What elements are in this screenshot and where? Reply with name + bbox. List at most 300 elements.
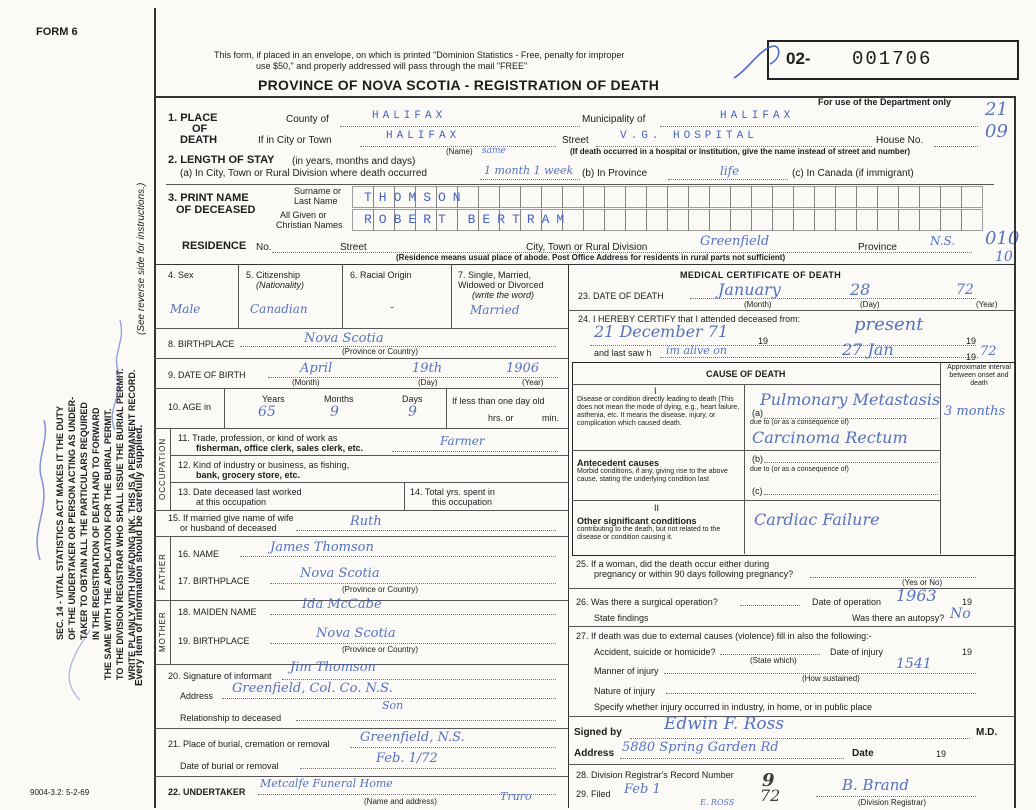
other-conditions-label: Other significant conditions: [577, 516, 697, 526]
row-rule: [154, 428, 568, 429]
surgery-label: 26. Was there a surgical operation?: [576, 597, 718, 607]
grid-top-rule: [154, 264, 1014, 265]
registrar-signature[interactable]: B. Brand: [842, 776, 909, 794]
father-birthplace-label: 17. BIRTHPLACE: [178, 576, 250, 586]
row-rule: [568, 588, 1014, 589]
municipality-line: [660, 126, 978, 127]
informant-sig-line: [282, 679, 556, 680]
age-years-value[interactable]: 65: [258, 404, 276, 420]
dod-line: [690, 298, 976, 299]
injury-date-label: Date of injury: [830, 647, 884, 657]
row-rule: [154, 536, 568, 537]
sidebar-line: THE SAME WITH THE APPLICATION FOR THE BURIAL PERMIT.: [103, 408, 113, 680]
spouse-label-2: or husband of deceased: [180, 523, 277, 533]
stay-province-line: [668, 179, 788, 180]
row-rule: [154, 510, 568, 511]
residence-street-label: Street: [340, 242, 367, 253]
letter-box: [941, 187, 962, 208]
racial-origin-label: 6. Racial Origin: [350, 270, 412, 280]
state-which-label: (State which): [750, 656, 797, 665]
letter-box: [668, 187, 689, 208]
father-birthplace-sub: (Province or Country): [342, 585, 419, 594]
col-divider: [451, 264, 452, 328]
given-label: All Given or: [280, 210, 327, 220]
sidebar-line: TO THE DIVISION REGISTRAR WHO SHALL ISSUE THE BURIAL PERMIT.: [115, 368, 125, 680]
last-saw-handwriting: im alive on: [666, 344, 727, 357]
father-side-label: FATHER: [158, 553, 167, 590]
registration-prefix: 02-: [786, 49, 811, 68]
burial-date-line: [300, 768, 556, 769]
county-line: [340, 126, 580, 127]
manner-code[interactable]: 1541: [896, 656, 932, 672]
occupation-side-divider: [170, 428, 171, 510]
house-number-line: [934, 146, 978, 147]
sidebar-line: IN THE REGISTRATION OF DEATH AND TO FORWARD: [91, 407, 101, 640]
letter-box: [962, 187, 983, 208]
stay-city-value[interactable]: 1 month 1 week: [484, 164, 574, 177]
letter-box: [773, 187, 794, 208]
letter-box: [521, 187, 542, 208]
dept-code-4: 10: [995, 249, 1013, 265]
undertaker-value[interactable]: Metcalfe Funeral Home: [260, 777, 393, 790]
burial-date-label: Date of burial or removal: [180, 761, 279, 771]
surname-label-2: Last Name: [294, 196, 338, 206]
informant-address[interactable]: Greenfield, Col. Co. N.S.: [232, 681, 393, 696]
residence-province-value[interactable]: N.S.: [930, 234, 956, 248]
dept-code-1: 21: [985, 99, 1008, 120]
registration-number: 001706: [852, 48, 933, 70]
attended-from[interactable]: 21 December 71: [594, 322, 729, 341]
mother-birthplace-label: 19. BIRTHPLACE: [178, 636, 250, 646]
registrar-line: [816, 796, 976, 797]
letter-box: [710, 187, 731, 208]
letter-box: [731, 210, 752, 231]
informant-signature[interactable]: Jim Thomson: [290, 660, 376, 675]
row-rule: [568, 626, 1014, 627]
letter-box: [689, 187, 710, 208]
letter-box: [647, 187, 668, 208]
burial-place-label: 21. Place of burial, cremation or removal: [168, 739, 330, 749]
informant-relationship[interactable]: Son: [382, 699, 404, 712]
cause-b-line: [764, 462, 938, 463]
occupation-side-label: OCCUPATION: [158, 437, 167, 500]
cause-c-line: [764, 494, 938, 495]
accident-line: [720, 654, 820, 655]
father-name-value[interactable]: James Thomson: [270, 540, 374, 555]
sidebar-line: SEC. 14 - VITAL STATISTICS ACT MAKES IT THE DUTY: [55, 405, 65, 640]
last-worked-label-1: 13. Date deceased last worked: [178, 487, 302, 497]
operation-date-value[interactable]: 1963: [896, 586, 937, 605]
letter-box: [941, 210, 962, 231]
age-label: 10. AGE in: [168, 402, 212, 412]
letter-box: [689, 210, 710, 231]
signed-line: [630, 738, 970, 739]
cause-heading-rule: [572, 384, 940, 385]
external-causes-label: 27. If death was due to external causes (violence) fill in also the following:-: [576, 631, 872, 641]
cause-a-label: (a): [752, 408, 763, 418]
mother-side-divider: [170, 600, 171, 664]
stay-city-label: (a) In City, Town or Rural Division where death occurred: [180, 168, 427, 179]
spouse-label-1: 15. If married give name of wife: [168, 513, 294, 523]
letter-box: [962, 210, 983, 231]
last-saw-year[interactable]: 72: [980, 344, 997, 359]
total-years-label-1: 14. Total yrs. spent in: [410, 487, 495, 497]
min-label: min.: [542, 413, 560, 423]
cause-a-interval[interactable]: 3 months: [944, 404, 1006, 419]
letter-box: [710, 210, 731, 231]
letter-box: [731, 187, 752, 208]
letter-box: [584, 187, 605, 208]
length-of-stay-units: (in years, months and days): [292, 156, 416, 167]
informant-address-label: Address: [180, 691, 214, 701]
sidebar-line: OF THE UNDERTAKER OR PERSON ACTING AS UNDER-: [67, 396, 77, 640]
last-saw-date[interactable]: 27 Jan: [842, 340, 894, 359]
form-number: FORM 6: [36, 26, 78, 38]
marital-label-2: Widowed or Divorced: [458, 280, 544, 290]
form-title: PROVINCE OF NOVA SCOTIA - REGISTRATION OF DEATH: [258, 77, 660, 93]
sidebar-line: WRITE PLAINLY WITH UNFADING INK. THIS IS A PERMANENT RECORD.: [127, 369, 137, 680]
citizenship-value[interactable]: Canadian: [250, 302, 308, 316]
marital-label-3: (write the word): [472, 290, 535, 300]
age-months-value[interactable]: 9: [330, 404, 339, 420]
burial-date-value[interactable]: Feb. 1/72: [376, 751, 438, 766]
last-saw-line: [660, 357, 978, 358]
autopsy-label: Was there an autopsy?: [852, 613, 945, 623]
birthplace-label: 8. BIRTHPLACE: [168, 339, 235, 349]
stay-canada-label: (c) In Canada (if immigrant): [792, 168, 914, 179]
sidebar-reverse-note: (See reverse side for instructions.): [136, 182, 147, 335]
dod-year-label: (Year): [976, 300, 998, 309]
direct-cause-label: Disease or condition directly leading to death (This does not mean the mode of dying, e.g., heart failure, asthenia, etc. It means the disease, injury, or complication which caused death.: [577, 396, 740, 427]
undertaker-line: [258, 794, 556, 795]
col-divider: [238, 264, 239, 328]
letter-box: [626, 187, 647, 208]
dept-code-3: 010: [985, 228, 1020, 249]
street-value[interactable]: V.G. HOSPITAL: [620, 130, 758, 142]
mother-birthplace-sub: (Province or Country): [342, 645, 419, 654]
county-label: County of: [286, 114, 329, 125]
burial-place-line: [350, 747, 556, 748]
other-conditions-value[interactable]: Cardiac Failure: [754, 510, 880, 529]
how-sustained-label: (How sustained): [802, 674, 860, 683]
mother-side-label: MOTHER: [158, 611, 167, 652]
due-to-b: due to (or as a consequence of): [750, 466, 849, 473]
signer-address[interactable]: 5880 Spring Garden Rd: [622, 740, 779, 755]
header-handwriting-mark: [730, 40, 790, 90]
citizenship-label: 5. Citizenship: [246, 270, 301, 280]
letter-box: [752, 210, 773, 231]
row-rule: [154, 358, 568, 359]
to-nineteen: 19: [966, 336, 977, 346]
father-birthplace-value[interactable]: Nova Scotia: [300, 566, 380, 581]
name-top-rule: [166, 184, 994, 185]
filed-year[interactable]: 72: [760, 786, 781, 805]
mail-notice-line-2: use $50," and properly addressed will pass through the mail "FREE": [256, 61, 528, 71]
letter-box: [500, 187, 521, 208]
date-of-death-month[interactable]: January: [718, 280, 781, 299]
sidebar-line: TAKER TO OBTAIN ALL THE PARTICULARS REQUIRED: [79, 402, 89, 640]
surname-label: Surname or: [294, 186, 342, 196]
col-divider: [342, 264, 343, 328]
undertaker-city-handwriting: Truro: [500, 790, 532, 803]
signer-address-line: [620, 758, 844, 759]
father-name-label: 16. NAME: [178, 549, 220, 559]
date-of-death-label: 23. DATE OF DEATH: [578, 291, 664, 301]
dob-month-label: (Month): [292, 378, 320, 387]
mail-notice-line-1: This form, if placed in an envelope, on which is printed "Dominion Statistics - Free, penalty for improper: [214, 50, 625, 60]
autopsy-value[interactable]: No: [950, 606, 971, 622]
medical-heading: MEDICAL CERTIFICATE OF DEATH: [680, 270, 842, 280]
less-than-day-label: If less than one day old: [452, 396, 545, 406]
row-rule: [154, 728, 568, 729]
signer-date-nineteen: 19: [936, 749, 947, 759]
roman-two: II: [654, 503, 660, 513]
last-saw-label: and last saw h: [594, 348, 652, 358]
certify-label: 24. I HEREBY CERTIFY that I attended deceased from:: [578, 314, 801, 324]
city-line: [360, 146, 556, 147]
residence-province-label: Province: [858, 242, 897, 253]
nature-line: [666, 693, 976, 694]
middle-divider: [568, 264, 569, 808]
dob-day[interactable]: 19th: [412, 361, 443, 376]
letter-box: [899, 187, 920, 208]
dept-code-2: 09: [985, 121, 1008, 142]
given-names-value[interactable]: ROBERT BERTRAM: [364, 212, 572, 227]
undertaker-label: 22. UNDERTAKER: [168, 787, 246, 797]
racial-origin-value[interactable]: -: [390, 300, 395, 315]
birthplace-sub-label: (Province or Country): [342, 347, 419, 356]
industry-label-2: bank, grocery store, etc.: [196, 470, 301, 480]
letter-box: [563, 187, 584, 208]
surgery-line: [740, 605, 800, 606]
letter-box: [920, 187, 941, 208]
header-rule: [154, 96, 1016, 98]
signed-by-label: Signed by: [574, 727, 622, 738]
spouse-line: [296, 530, 556, 531]
left-margin-rule: [154, 8, 156, 808]
age-years-label: Years: [262, 394, 285, 404]
pregnancy-line: [810, 577, 976, 578]
city-label: If in City or Town: [258, 135, 332, 146]
letter-box: [479, 187, 500, 208]
sex-value[interactable]: Male: [170, 302, 201, 316]
city-name-label: (Name): [446, 147, 473, 156]
letter-box: [878, 187, 899, 208]
mother-birthplace-line: [270, 643, 556, 644]
residence-city-label: City, Town or Rural Division: [526, 242, 648, 253]
surname-value[interactable]: THOMSON: [364, 190, 468, 205]
trade-label-1: 11. Trade, profession, or kind of work as: [178, 433, 338, 443]
undertaker-sub-label: (Name and address): [364, 797, 437, 806]
operation-date-label: Date of operation: [812, 597, 882, 607]
dob-year[interactable]: 1906: [506, 361, 540, 376]
filed-stamp: E. ROSS: [700, 798, 735, 807]
row-rule: [170, 482, 568, 483]
cause-heading: CAUSE OF DEATH: [706, 369, 786, 379]
row-rule: [568, 310, 1014, 311]
city-value[interactable]: HALIFAX: [386, 130, 461, 142]
dod-month-label: (Month): [744, 300, 772, 309]
father-name-line: [240, 556, 556, 557]
mother-maiden-label: 18. MAIDEN NAME: [178, 607, 257, 617]
municipality-value[interactable]: HALIFAX: [720, 110, 795, 122]
letter-box: [668, 210, 689, 231]
trade-value[interactable]: Farmer: [440, 434, 485, 448]
letter-box: [899, 210, 920, 231]
attended-to[interactable]: present: [854, 314, 924, 335]
stay-province-value[interactable]: life: [720, 164, 740, 178]
place-label-death: DEATH: [180, 134, 218, 146]
letter-box: [836, 187, 857, 208]
stay-province-label: (b) In Province: [582, 168, 648, 179]
industry-label-1: 12. Kind of industry or business, as fishing,: [178, 460, 350, 470]
cause-row-rule: [572, 500, 940, 501]
accident-label: Accident, suicide or homicide?: [594, 647, 716, 657]
mother-maiden-line: [270, 614, 556, 615]
cause-b-label: (b): [752, 454, 763, 464]
row-rule: [568, 716, 1014, 717]
antecedent-label: Antecedent causes: [577, 458, 660, 468]
of-deceased-label: OF DECEASED: [176, 204, 256, 216]
letter-box: [920, 210, 941, 231]
injury-nineteen: 19: [962, 647, 973, 657]
letter-box: [584, 210, 605, 231]
other-conditions-desc: contributing to the death, but not related to the disease or condition causing it.: [577, 526, 721, 541]
residence-no-label: No.: [256, 242, 272, 253]
residence-city-value[interactable]: Greenfield: [700, 234, 770, 249]
cause-b-value[interactable]: Carcinoma Rectum: [752, 428, 908, 447]
dob-day-label: (Day): [418, 378, 438, 387]
letter-box: [836, 210, 857, 231]
marital-label-1: 7. Single, Married,: [458, 270, 532, 280]
signer-address-label: Address: [574, 748, 615, 759]
letter-box: [752, 187, 773, 208]
letter-box: [815, 187, 836, 208]
due-to-a: due to (or as a consequence of): [750, 419, 849, 426]
street-label: Street: [562, 135, 589, 146]
signer-date-label: Date: [852, 748, 874, 759]
pregnancy-label-2: pregnancy or within 90 days following pregnancy?: [594, 569, 794, 579]
pregnancy-label-1: 25. If a woman, did the death occur either during: [576, 559, 770, 569]
informant-relationship-label: Relationship to deceased: [180, 713, 282, 723]
interval-heading: Approximate interval between onset and death: [947, 364, 1011, 387]
letter-box: [794, 187, 815, 208]
row-rule: [568, 764, 1014, 765]
trade-label-2: fisherman, office clerk, sales clerk, etc.: [196, 443, 364, 453]
col-divider: [404, 482, 405, 510]
filed-value[interactable]: Feb 1: [624, 782, 661, 797]
burial-place-value[interactable]: Greenfield, N.S.: [360, 730, 465, 745]
sex-label: 4. Sex: [168, 270, 194, 280]
print-name-label: 3. PRINT NAME: [168, 192, 249, 204]
filed-label: 29. Filed: [576, 789, 611, 799]
cause-c-label: (c): [752, 486, 763, 496]
physician-signature[interactable]: Edwin F. Ross: [664, 714, 785, 734]
place-label: 1. PLACE: [168, 112, 218, 124]
citizenship-sub-label: (Nationality): [256, 280, 305, 290]
row-rule: [154, 388, 568, 389]
letter-box: [605, 210, 626, 231]
municipality-label: Municipality of: [582, 114, 646, 125]
date-of-death-day[interactable]: 28: [850, 280, 871, 299]
dod-day-label: (Day): [860, 300, 880, 309]
house-number-label: House No.: [876, 135, 924, 146]
informant-sig-label: 20. Signature of informant: [168, 671, 272, 681]
dob-label: 9. DATE OF BIRTH: [168, 370, 246, 380]
place-label-of: OF: [192, 123, 208, 135]
record-number-label: 28. Division Registrar's Record Number: [576, 770, 734, 780]
cause-label-divider: [744, 384, 745, 554]
county-value[interactable]: HALIFAX: [372, 110, 447, 122]
father-side-divider: [170, 536, 171, 600]
last-saw-nineteen: 19: [966, 352, 977, 362]
cause-a-value[interactable]: Pulmonary Metastasis: [760, 390, 941, 409]
total-years-label-2: this occupation: [432, 497, 493, 507]
age-divider: [224, 388, 225, 428]
mother-birthplace-value[interactable]: Nova Scotia: [316, 626, 396, 641]
father-birthplace-line: [270, 583, 556, 584]
sidebar-handwriting: [20, 300, 140, 720]
informant-relationship-line: [296, 720, 556, 721]
letter-box: [794, 210, 815, 231]
letter-box: [605, 187, 626, 208]
operation-nineteen: 19: [962, 597, 973, 607]
letter-box: [857, 210, 878, 231]
residence-note: (Residence means usual place of abode. Post Office Address for residents in rural parts not sufficient): [396, 253, 786, 262]
letter-box: [626, 210, 647, 231]
city-name-handwriting: same: [482, 146, 506, 156]
sidebar-instruction: Every item of information should be carefully supplied.: [134, 424, 145, 686]
age-days-label: Days: [402, 394, 423, 404]
specify-label: Specify whether injury occurred in industry, in home, or in public place: [594, 702, 872, 712]
letter-box: [815, 210, 836, 231]
spouse-value[interactable]: Ruth: [350, 514, 382, 529]
antecedent-desc: Morbid conditions, if any, giving rise to the above cause, stating the underlying condition last: [577, 468, 728, 483]
letter-box: [857, 187, 878, 208]
dob-year-label: (Year): [522, 378, 544, 387]
given-label-2: Christian Names: [276, 220, 343, 230]
manner-label: Manner of injury: [594, 666, 659, 676]
age-divider: [446, 388, 447, 428]
date-of-death-year[interactable]: 72: [956, 282, 974, 298]
nature-label: Nature of injury: [594, 686, 656, 696]
birthplace-value[interactable]: Nova Scotia: [304, 331, 384, 346]
letter-box: [878, 210, 899, 231]
age-months-label: Months: [324, 394, 354, 404]
department-use-label: For use of the Department only: [818, 97, 952, 107]
roman-one: I: [654, 386, 657, 396]
letter-box: [773, 210, 794, 231]
dob-month[interactable]: April: [300, 361, 333, 376]
age-days-value[interactable]: 9: [408, 404, 417, 420]
yes-no-label: (Yes or No): [902, 578, 943, 587]
hrs-label: hrs. or: [488, 413, 514, 423]
record-number-value[interactable]: 9: [762, 770, 775, 791]
registrar-label: (Division Registrar): [858, 798, 927, 807]
cause-row-rule: [572, 450, 940, 451]
residence-label: RESIDENCE: [182, 240, 247, 252]
mother-maiden-value[interactable]: Ida McCabe: [302, 597, 382, 612]
marital-value[interactable]: Married: [470, 303, 520, 317]
length-of-stay-label: 2. LENGTH OF STAY: [168, 154, 275, 166]
institution-note: (If death occurred in a hospital or institution, give the name instead of street and number): [570, 147, 911, 156]
letter-box: [542, 187, 563, 208]
print-code: 9004-3.2: 5-2-69: [30, 788, 90, 797]
last-worked-label-2: at this occupation: [196, 497, 267, 507]
md-label: M.D.: [976, 727, 998, 738]
trade-line: [392, 451, 558, 452]
attended-line: [590, 345, 976, 346]
